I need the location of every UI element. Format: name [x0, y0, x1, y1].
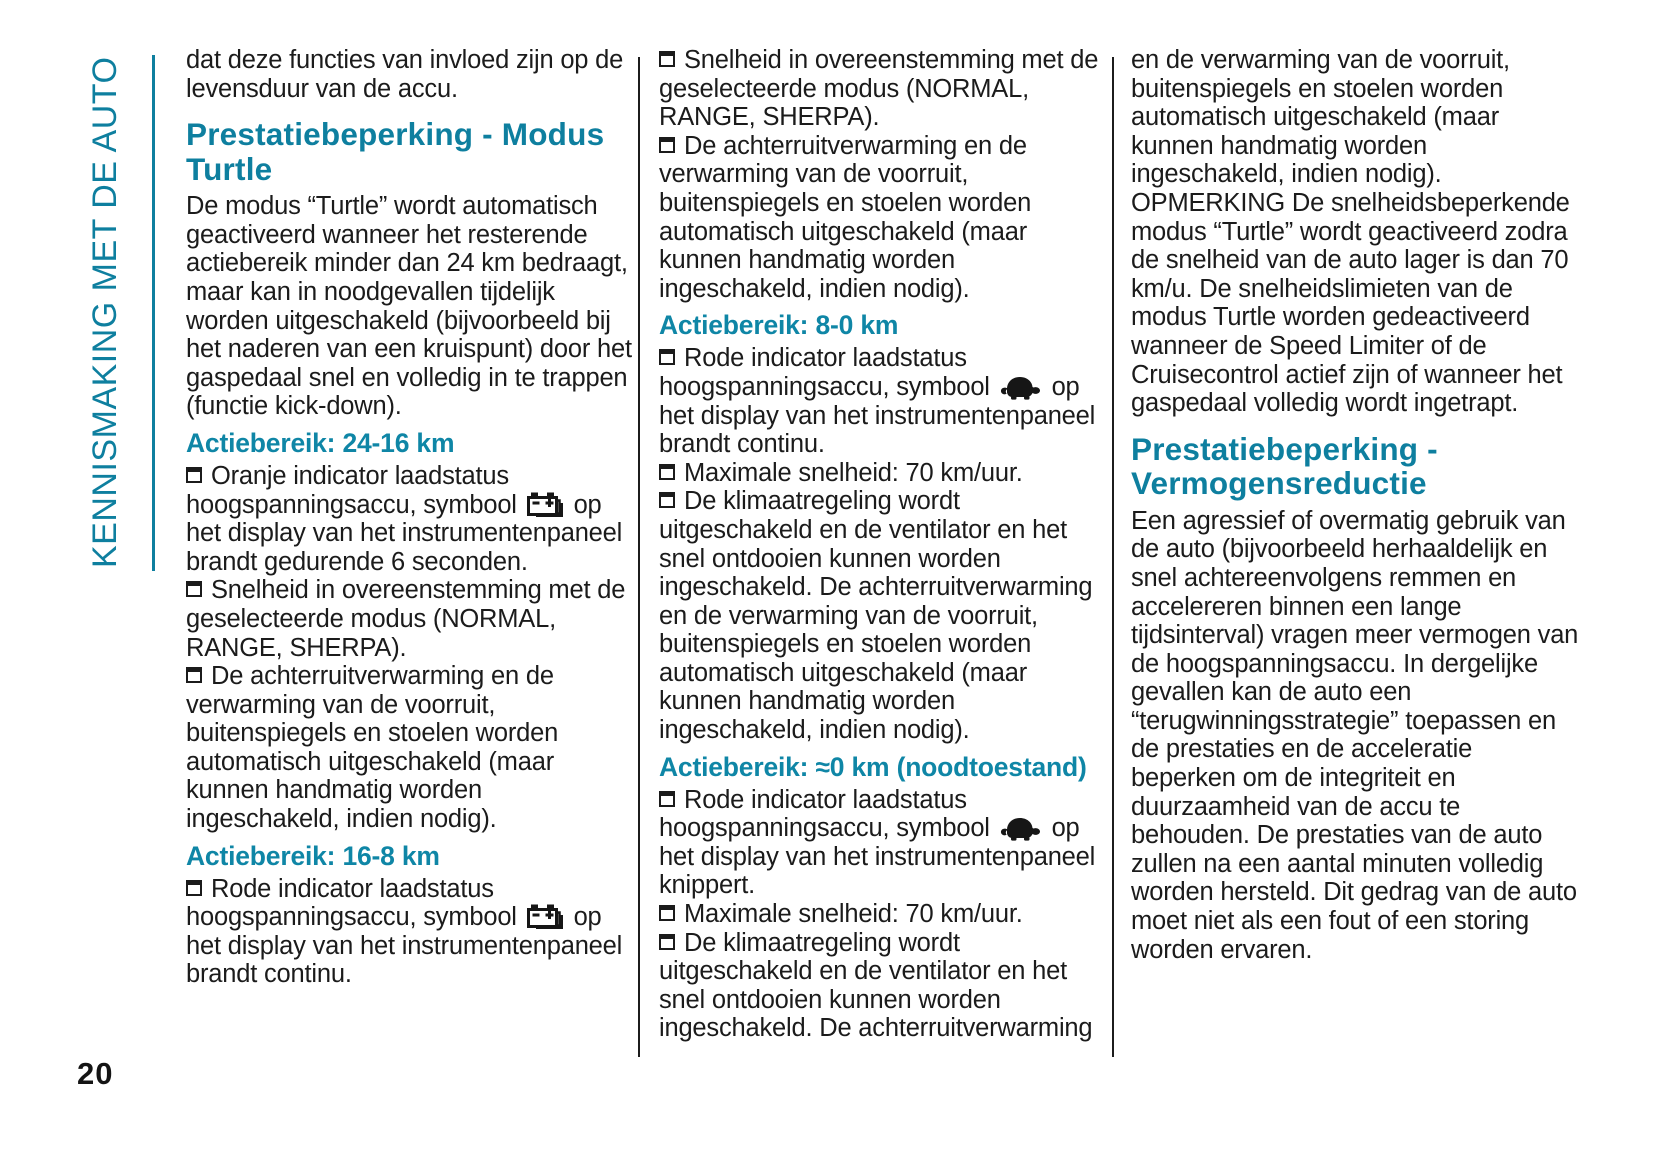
section-heading: Prestatiebeperking - Modus Turtle [186, 116, 605, 187]
bullet-item [186, 462, 639, 576]
bullet-square-icon [659, 464, 675, 480]
column-2 [659, 46, 1112, 1043]
bullet-item [186, 875, 639, 989]
turtle-icon [1000, 373, 1042, 400]
bullet-item [659, 929, 1112, 1043]
bullet-text: Rode indicator laadstatus hoogspanningsaccu, symbool [186, 874, 517, 932]
bullet-item [659, 344, 1112, 458]
column-3 [1131, 46, 1579, 964]
range-subheading: Actiebereik: 16-8 km [186, 840, 440, 871]
bullet-text: De achterruitverwarming en de verwarming van de voorruit, buitenspiegels en stoelen worden automatisch uitgeschakeld (maar kunnen handmatig worden ingeschakeld, indien nodig). [186, 662, 559, 834]
range-subheading: Actiebereik: ≈0 km (noodtoestand) [659, 751, 1087, 782]
bullet-square-icon [659, 349, 675, 365]
battery-icon [527, 904, 564, 930]
bullet-item [659, 786, 1112, 900]
battery-icon [527, 492, 564, 518]
bullet-text: De klimaatregeling wordt uitgeschakeld en de ventilator en het snel ontdooien kunnen worden ingeschakeld. De achterruitverwarming en de verwarming van de voorruit, buitenspiegels en stoelen worden automatisch uitgeschakeld (maar kunnen handmatig worden ingeschakeld, indien nodig). [659, 487, 1093, 745]
column-divider [638, 57, 640, 1057]
sidebar-rule [152, 55, 155, 571]
bullet-item [659, 487, 1112, 744]
column-1 [186, 46, 639, 989]
column-divider [1112, 57, 1114, 1057]
bullet-item [659, 459, 1112, 488]
bullet-item [659, 132, 1112, 304]
bullet-square-icon [186, 467, 202, 483]
bullet-text: Snelheid in overeenstemming met de geselecteerde modus (NORMAL, RANGE, SHERPA). [186, 576, 626, 662]
bullet-text: De klimaatregeling wordt uitgeschakeld en de ventilator en het snel ontdooien kunnen worden ingeschakeld. De achterruitverwarming [659, 928, 1093, 1043]
bullet-text: Maximale snelheid: 70 km/uur. [684, 900, 1023, 929]
bullet-item [659, 46, 1112, 132]
paragraph: dat deze functies van invloed zijn op de levensduur van de accu. [186, 46, 624, 103]
bullet-square-icon [659, 791, 675, 807]
chapter-sidebar-label: KENNISMAKING MET DE AUTO [86, 56, 124, 568]
section-heading: Prestatiebeperking - Vermogensreductie [1131, 430, 1438, 502]
bullet-text: op het display van het instrumentenpaneel brandt continu. [659, 372, 1096, 459]
bullet-text: op het display van het instrumentenpaneel knippert. [659, 814, 1096, 900]
bullet-item [186, 576, 639, 662]
bullet-square-icon [659, 51, 675, 67]
bullet-item [659, 900, 1112, 929]
bullet-text: Oranje indicator laadstatus hoogspanningsaccu, symbool [186, 461, 517, 519]
bullet-item [186, 662, 639, 834]
bullet-text: op het display van het instrumentenpaneel brandt gedurende 6 seconden. [186, 490, 623, 576]
bullet-square-icon [659, 492, 675, 508]
paragraph: De modus “Turtle” wordt automatisch geactiveerd wanneer het resterende actiebereik minder dan 24 km bedraagt, maar kan in noodgevallen tijdelijk worden uitgeschakeld (bijvoorbeeld bij het naderen van een kruispunt) door het gaspedaal snel en volledig in te trappen (functie kick-down). [186, 192, 632, 421]
bullet-square-icon [659, 934, 675, 950]
bullet-text: Rode indicator laadstatus hoogspanningsaccu, symbool [659, 344, 990, 401]
bullet-square-icon [659, 137, 675, 153]
turtle-icon [1000, 814, 1042, 841]
bullet-text: Rode indicator laadstatus hoogspanningsaccu, symbool [659, 785, 990, 843]
bullet-text: op het display van het instrumentenpaneel brandt continu. [186, 903, 623, 989]
bullet-text: Maximale snelheid: 70 km/uur. [684, 458, 1023, 487]
range-subheading: Actiebereik: 8-0 km [659, 310, 899, 341]
paragraph: en de verwarming van de voorruit, buitenspiegels en stoelen worden automatisch uitgeschakeld (maar kunnen handmatig worden ingeschakeld, indien nodig). [1131, 46, 1510, 189]
paragraph: Een agressief of overmatig gebruik van de auto (bijvoorbeeld herhaaldelijk en snel achtereenvolgens remmen en accelereren binnen een lange tijdsinterval) vragen meer vermogen van de hoogspanningsaccu. In dergelijke gevallen kan de auto een “terugwinningsstrategie” toepassen en de prestaties en de acceleratie beperken om de integriteit en duurzaamheid van de accu te behouden. De prestaties van de auto zullen na een aantal minuten volledig worden hersteld. Dit gedrag van de auto moet niet als een fout of een storing worden ervaren. [1131, 506, 1579, 964]
bullet-text: De achterruitverwarming en de verwarming van de voorruit, buitenspiegels en stoelen worden automatisch uitgeschakeld (maar kunnen handmatig worden ingeschakeld, indien nodig). [659, 131, 1032, 303]
page-number: 20 [77, 1056, 114, 1091]
bullet-square-icon [186, 667, 202, 683]
bullet-square-icon [186, 581, 202, 597]
bullet-square-icon [186, 880, 202, 896]
bullet-square-icon [659, 905, 675, 921]
range-subheading: Actiebereik: 24-16 km [186, 427, 455, 458]
bullet-text: Snelheid in overeenstemming met de geselecteerde modus (NORMAL, RANGE, SHERPA). [659, 46, 1099, 132]
paragraph: OPMERKING De snelheidsbeperkende modus “Turtle” wordt geactiveerd zodra de snelheid van de auto lager is dan 70 km/u. De snelheidslimieten van de modus Turtle worden gedeactiveerd wanneer de Speed Limiter of de Cruisecontrol actief zijn of wanneer het gaspedaal volledig wordt ingetrapt. [1131, 188, 1570, 418]
